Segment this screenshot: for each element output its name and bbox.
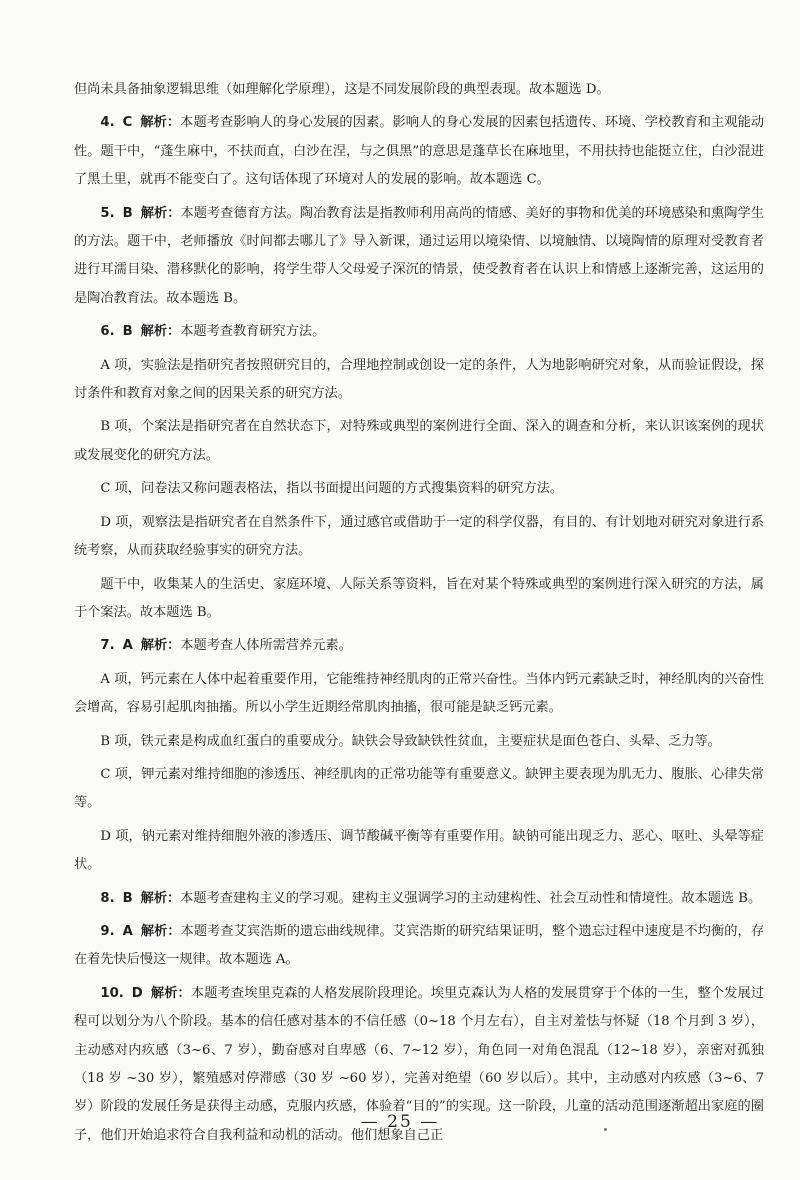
scan-speck: [604, 1128, 607, 1131]
paragraph-text: D 项，钠元素对维持细胞外液的渗透压、调节酸碱平衡等有重要作用。缺钠可能出现乏力、恶心、呕吐、头晕等症状。: [74, 828, 764, 873]
analysis-label: 解析：: [140, 890, 181, 906]
paragraph-text: B 项，铁元素是构成血红蛋白的重要成分。缺铁会导致缺铁性贫血，主要症状是面色苍白、头晕、乏力等。: [100, 733, 721, 749]
question-number: 4.: [100, 115, 115, 131]
paragraph-text: D 项，观察法是指研究者在自然条件下，通过感官或借助于一定的科学仪器，有目的、有计划地对研究对象进行系统考察，从而获取经验事实的研究方法。: [74, 514, 764, 559]
paragraph: [74, 666, 764, 723]
paragraph-text: 本题考查艾宾浩斯的遗忘曲线规律。艾宾浩斯的研究结果证明，整个遗忘过程中速度是不均衡的，存在着先快后慢这一规律。故本题选 A。: [74, 923, 765, 968]
question-number: 5.: [100, 205, 115, 221]
paragraph-text: 本题考查教育研究方法。: [180, 324, 326, 340]
paragraph-text: 本题考查影响人的身心发展的因素。影响人的身心发展的因素包括遗传、环境、学校教育和主观能动性。题干中，“蓬生麻中，不扶而直，白沙在涅，与之俱黑”的意思是蓬草长在麻地里，不用扶持也能挺立住，白沙混进了黑土里，就再不能变白了。这句话体现了环境对人的发展的影响。故本题选 C。: [74, 115, 765, 188]
answer-paragraph: [74, 632, 764, 660]
paragraph-text: B 项，个案法是指研究者在自然状态下，对特殊或典型的案例进行全面、深入的调查和分析，来认识该案例的现状或发展变化的研究方法。: [74, 419, 764, 463]
paragraph-text: C 项，钾元素对维持细胞的渗透压、神经肌肉的正常功能等有重要意义。缺钾主要表现为肌无力、腹胀、心律失常等。: [74, 766, 764, 811]
paragraph: [74, 76, 764, 104]
paragraph: [74, 571, 764, 628]
answer-letter: A: [122, 923, 133, 939]
answer-letter: B: [122, 890, 133, 906]
answer-paragraph: [74, 918, 764, 975]
paragraph-text: A 项，实验法是指研究者按照研究目的，合理地控制或创设一定的条件，人为地影响研究对象，从而验证假设，探讨条件和教育对象之间的因果关系的研究方法。: [74, 357, 764, 402]
paragraph: [74, 761, 764, 818]
question-number: 7.: [100, 638, 115, 654]
analysis-label: 解析：: [140, 638, 181, 654]
question-number: 8.: [100, 890, 115, 906]
analysis-label: 解析：: [140, 923, 181, 939]
paragraph-text: 题干中，收集某人的生活史、家庭环境、人际关系等资料，旨在对某个特殊或典型的案例进行深入研究的方法，属于个案法。故本题选 B。: [74, 576, 764, 620]
answer-paragraph: [74, 200, 764, 314]
analysis-label: 解析：: [140, 115, 181, 131]
answer-paragraph: [74, 109, 764, 194]
paragraph: [74, 352, 764, 409]
answer-paragraph: [74, 885, 764, 913]
paragraph: [74, 728, 764, 756]
answer-paragraph: [74, 318, 764, 346]
paragraph-text: 本题考查建构主义的学习观。建构主义强调学习的主动建构性、社会互动性和情境性。故本题选 B。: [180, 890, 762, 906]
paragraph-text: 本题考查人体所需营养元素。: [180, 638, 352, 654]
answer-letter: A: [122, 638, 133, 654]
paragraph-text: C 项，问卷法又称问题表格法，指以书面提出问题的方式搜集资料的研究方法。: [100, 481, 564, 497]
analysis-label: 解析：: [140, 205, 181, 221]
analysis-label: 解析：: [150, 985, 191, 1001]
analysis-label: 解析：: [140, 324, 181, 340]
page-number: — 25 —: [360, 1112, 440, 1132]
paragraph: [74, 509, 764, 566]
question-number: 6.: [100, 324, 115, 340]
paragraph: [74, 475, 764, 503]
answer-letter: B: [122, 205, 133, 221]
paragraph-text: 但尚未具备抽象逻辑思维（如理解化学原理），这是不同发展阶段的典型表现。故本题选 D。: [74, 82, 610, 97]
paragraph: [74, 823, 764, 880]
question-number: 10.: [100, 985, 124, 1001]
answer-letter: B: [122, 324, 133, 340]
answer-letter: C: [122, 115, 133, 131]
answer-letter: D: [131, 985, 143, 1001]
document-body: [74, 76, 764, 1150]
paragraph-text: A 项，钙元素在人体中起着重要作用，它能维持神经肌肉的正常兴奋性。当体内钙元素缺乏时，神经肌肉的兴奋性会增高，容易引起肌肉抽搐。所以小学生近期经常肌肉抽搐，很可能是缺乏钙元素。: [74, 671, 764, 716]
paragraph-text: 本题考查埃里克森的人格发展阶段理论。埃里克森认为人格的发展贯穿于个体的一生，整个发展过程可以划分为八个阶段。基本的信任感对基本的不信任感（0~18 个月左右），自主对羞怯与怀疑（18 个月到 3 岁），主动感对内疚感（3~6、7 岁），勤奋感对自卑感（6、7~12 岁），角色同一对角色混乱（12~18 岁），亲密对孤独（18 岁 ~30 岁），繁殖感对停滞感（30 岁 ~60 岁），完善对绝望（60 岁以后）。其中，主动感对内疚感（3~6、7 岁）阶段的发展任务是获得主动感，克服内疚感，体验着“目的”的实现。这一阶段，儿童的活动范围逐渐超出家庭的圈子，他们开始追求符合自我利益和动机的活动。他们想象自己正: [74, 985, 765, 1143]
paragraph-text: 本题考查德育方法。陶冶教育法是指教师利用高尚的情感、美好的事物和优美的环境感染和熏陶学生的方法。题干中，老师播放《时间都去哪儿了》导入新课，通过运用以境染情、以境触情、以境陶情的原理对受教育者进行耳濡目染、潜移默化的影响，将学生带人父母爱子深沉的情景，使受教育者在认识上和情感上逐渐完善，这运用的是陶冶教育法。故本题选 B。: [74, 205, 765, 306]
paragraph: [74, 413, 764, 470]
question-number: 9.: [100, 923, 115, 939]
